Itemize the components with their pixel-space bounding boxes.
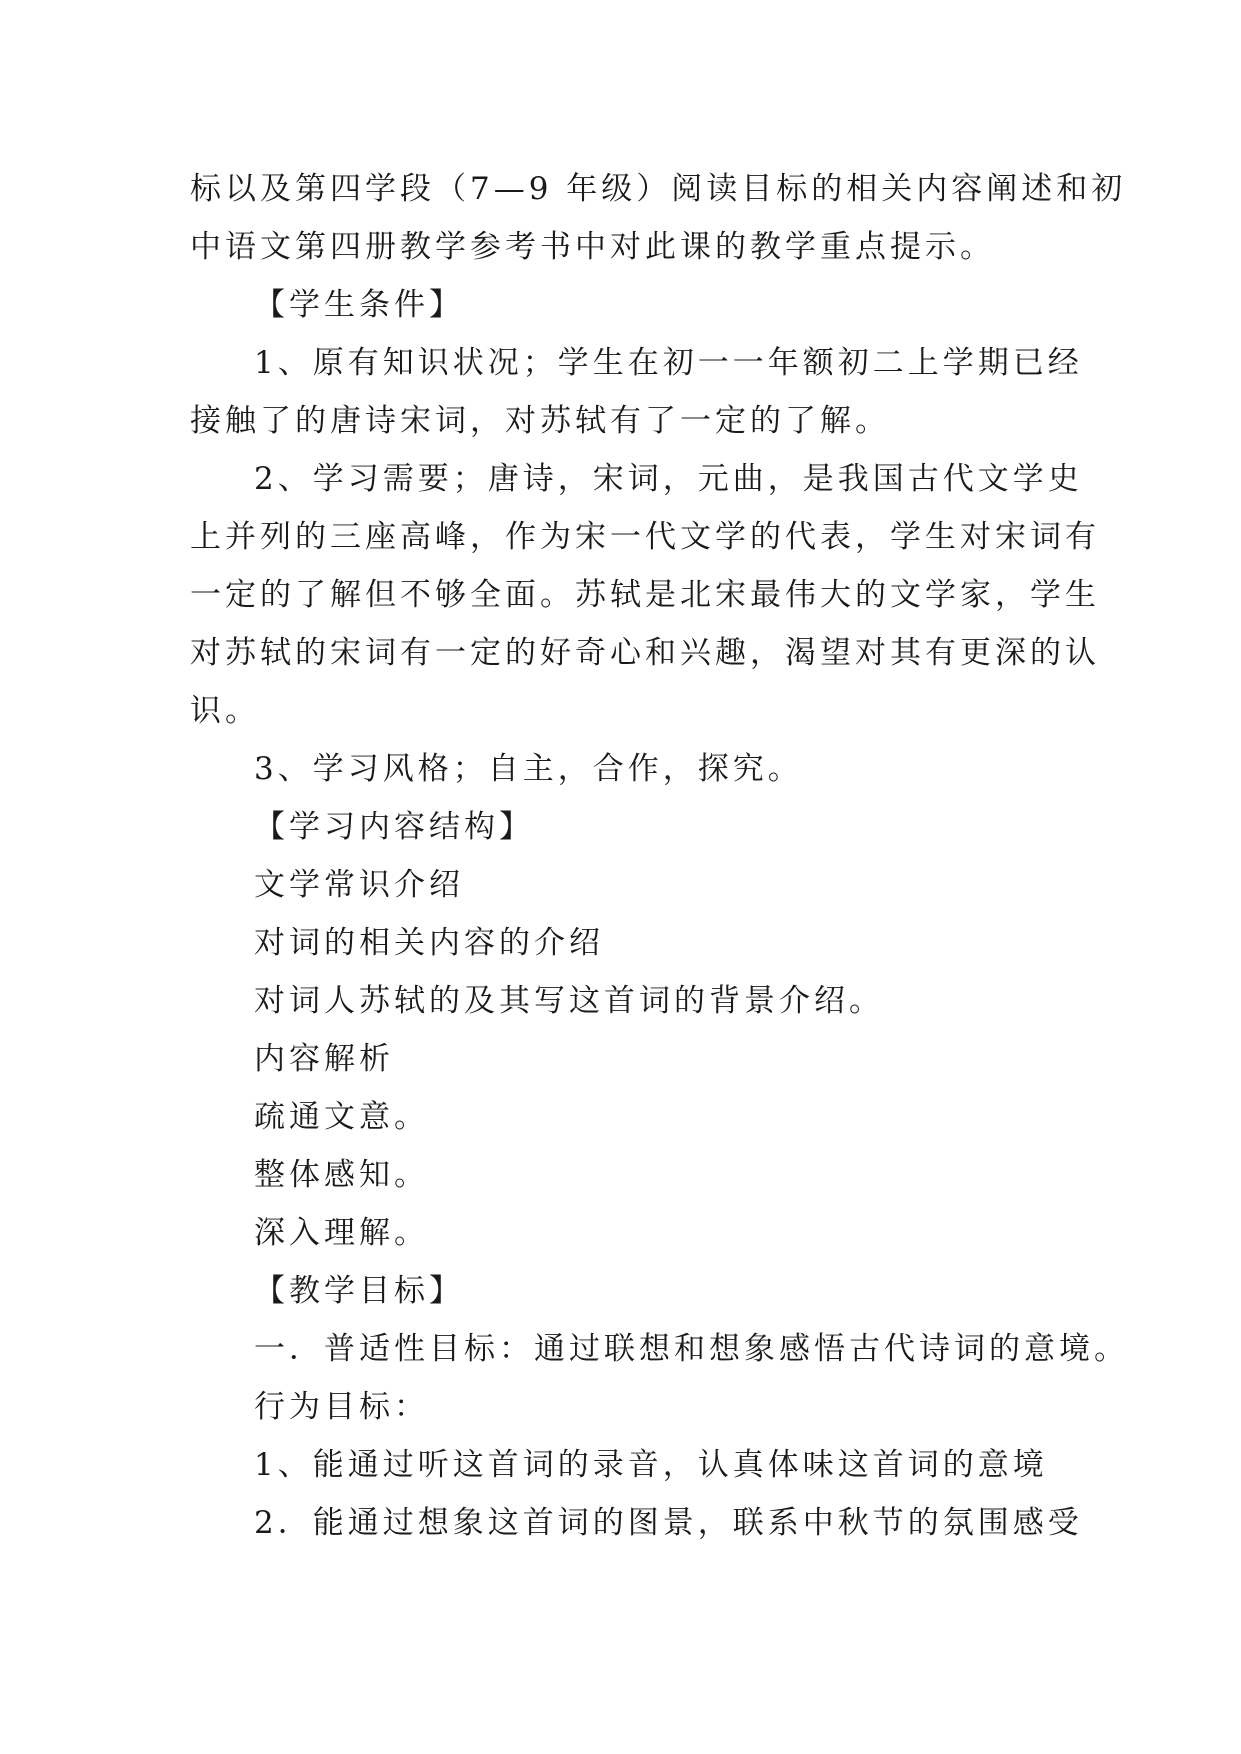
paragraph-line: 2、学习需要；唐诗，宋词，元曲，是我国古代文学史	[254, 461, 1083, 497]
section-heading-content-structure: 【学习内容结构】	[254, 809, 534, 845]
paragraph-line: 一定的了解但不够全面。苏轼是北宋最伟大的文学家，学生	[190, 577, 1100, 613]
paragraph-line: 标以及第四学段（7—9 年级）阅读目标的相关内容阐述和初	[190, 171, 1127, 207]
list-item: 内容解析	[254, 1041, 394, 1077]
paragraph-line: 1、原有知识状况；学生在初一一年额初二上学期已经	[254, 345, 1083, 381]
section-heading-student-conditions: 【学生条件】	[254, 287, 464, 323]
list-item: 1、能通过听这首词的录音，认真体味这首词的意境	[254, 1447, 1048, 1483]
paragraph-line: 接触了的唐诗宋词，对苏轼有了一定的了解。	[190, 403, 890, 439]
list-item: 文学常识介绍	[254, 867, 464, 903]
paragraph-line: 上并列的三座高峰，作为宋一代文学的代表，学生对宋词有	[190, 519, 1100, 555]
list-item: 对词的相关内容的介绍	[254, 925, 604, 961]
paragraph-line: 识。	[190, 693, 260, 729]
paragraph-line: 行为目标：	[254, 1389, 429, 1425]
list-item: 对词人苏轼的及其写这首词的背景介绍。	[254, 983, 884, 1019]
paragraph-line: 中语文第四册教学参考书中对此课的教学重点提示。	[190, 229, 995, 265]
list-item: 深入理解。	[254, 1215, 429, 1251]
list-item: 疏通文意。	[254, 1099, 429, 1135]
section-heading-teaching-objectives: 【教学目标】	[254, 1273, 464, 1309]
document-body	[190, 160, 1129, 1552]
paragraph-line: 3、学习风格；自主，合作，探究。	[254, 751, 803, 787]
list-item: 整体感知。	[254, 1157, 429, 1193]
paragraph-line: 对苏轼的宋词有一定的好奇心和兴趣，渴望对其有更深的认	[190, 635, 1100, 671]
list-item: 2．能通过想象这首词的图景，联系中秋节的氛围感受	[254, 1505, 1083, 1541]
paragraph-line: 一．普适性目标：通过联想和想象感悟古代诗词的意境。	[254, 1331, 1129, 1367]
